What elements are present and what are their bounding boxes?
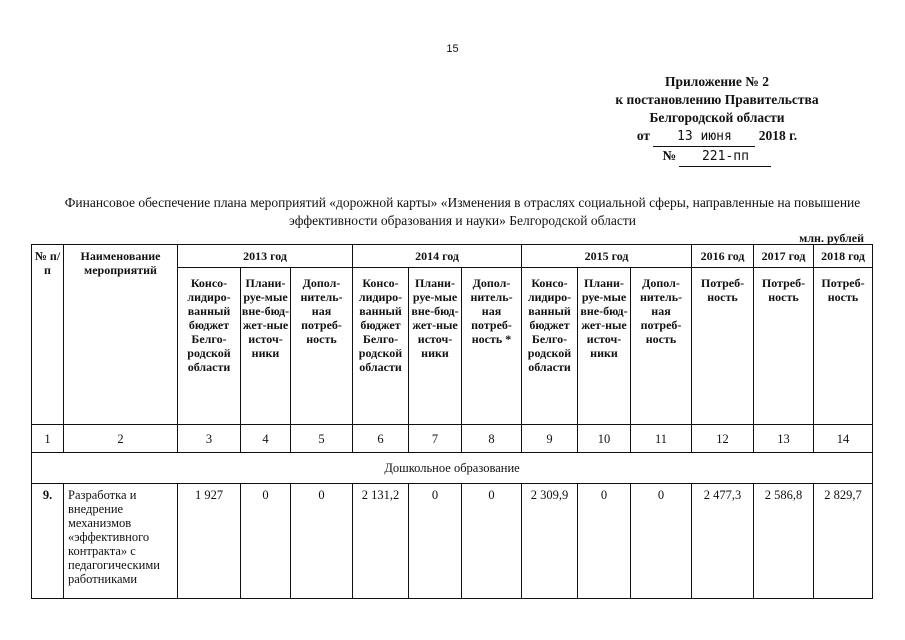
cell-2017-need: 2 586,8 [754, 484, 814, 599]
column-index: 11 [631, 425, 692, 453]
header-2018-need: Потреб-ность [814, 268, 873, 425]
appendix-region: Белгородской области [649, 110, 785, 125]
cell-2013-planned: 0 [241, 484, 291, 599]
header-year-2015: 2015 год [522, 245, 692, 268]
header-year-2018: 2018 год [814, 245, 873, 268]
header-year-2016: 2016 год [692, 245, 754, 268]
cell-2015-additional: 0 [631, 484, 692, 599]
cell-2014-additional: 0 [462, 484, 522, 599]
section-row [32, 453, 873, 484]
cell-2018-need: 2 829,7 [814, 484, 873, 599]
header-2013-planned: Плани-руе-мые вне-бюд-жет-ные источ-ники [241, 268, 291, 425]
header-2016-need: Потреб-ность [692, 268, 754, 425]
cell-2016-need: 2 477,3 [692, 484, 754, 599]
header-2014-planned: Плани-руе-мые вне-бюд-жет-ные источ-ники [409, 268, 462, 425]
column-index-row [32, 425, 873, 453]
date-year: 2018 г. [758, 128, 798, 143]
cell-2015-planned: 0 [578, 484, 631, 599]
cell-2014-planned: 0 [409, 484, 462, 599]
cell-2015-consolidated: 2 309,9 [522, 484, 578, 599]
date-prefix: от [636, 128, 651, 143]
header-2015-additional: Допол-нитель-ная потреб-ность [631, 268, 692, 425]
header-2014-consolidated: Консо-лидиро-ванный бюджет Белго-родской области [353, 268, 409, 425]
cell-2013-consolidated: 1 927 [178, 484, 241, 599]
header-2014-additional: Допол-нитель-ная потреб-ность * [462, 268, 522, 425]
header-row-years [32, 245, 873, 268]
column-index: 8 [462, 425, 522, 453]
header-2013-additional: Допол-нитель-ная потреб-ность [291, 268, 353, 425]
section-title: Дошкольное образование [32, 453, 873, 484]
column-index: 13 [754, 425, 814, 453]
appendix-date-line [582, 127, 852, 147]
header-2015-planned: Плани-руе-мые вне-бюд-жет-ные источ-ники [578, 268, 631, 425]
column-index: 5 [291, 425, 353, 453]
column-index: 10 [578, 425, 631, 453]
date-day: 13 июня [653, 128, 755, 147]
column-index: 4 [241, 425, 291, 453]
header-2017-need: Потреб-ность [754, 268, 814, 425]
header-year-2014: 2014 год [353, 245, 522, 268]
column-index: 6 [353, 425, 409, 453]
column-index: 1 [32, 425, 64, 453]
header-year-2017: 2017 год [754, 245, 814, 268]
cell-2014-consolidated: 2 131,2 [353, 484, 409, 599]
column-index: 3 [178, 425, 241, 453]
cell-2013-additional: 0 [291, 484, 353, 599]
column-index: 12 [692, 425, 754, 453]
column-index: 14 [814, 425, 873, 453]
number-value: 221-пп [679, 148, 771, 167]
row-measure-name: Разработка и внедрение механизмов «эффективного контракта» с педагогическими работниками [64, 484, 178, 599]
header-2015-consolidated: Консо-лидиро-ванный бюджет Белго-родской области [522, 268, 578, 425]
table-row [32, 484, 873, 599]
appendix-resolution: к постановлению Правительства [615, 92, 819, 107]
document-title: Финансовое обеспечение плана мероприятий «дорожной карты» «Изменения в отраслях социальной сферы, направленные на повышение эффективности образования и науки» Белгородской области [64, 195, 861, 228]
row-number: 9. [32, 484, 64, 599]
header-no: № п/п [32, 245, 64, 425]
appendix-block [582, 73, 852, 167]
number-prefix: № [662, 148, 677, 163]
column-index: 2 [64, 425, 178, 453]
column-index: 7 [409, 425, 462, 453]
page-number: 15 [446, 43, 459, 55]
appendix-title: Приложение № 2 [665, 74, 769, 89]
header-2013-consolidated: Консо-лидиро-ванный бюджет Белго-родской области [178, 268, 241, 425]
header-year-2013: 2013 год [178, 245, 353, 268]
financing-table [31, 244, 873, 599]
column-index: 9 [522, 425, 578, 453]
unit-label: млн. рублей [799, 231, 864, 245]
appendix-number-line [582, 147, 852, 167]
header-name: Наименование мероприятий [64, 245, 178, 425]
